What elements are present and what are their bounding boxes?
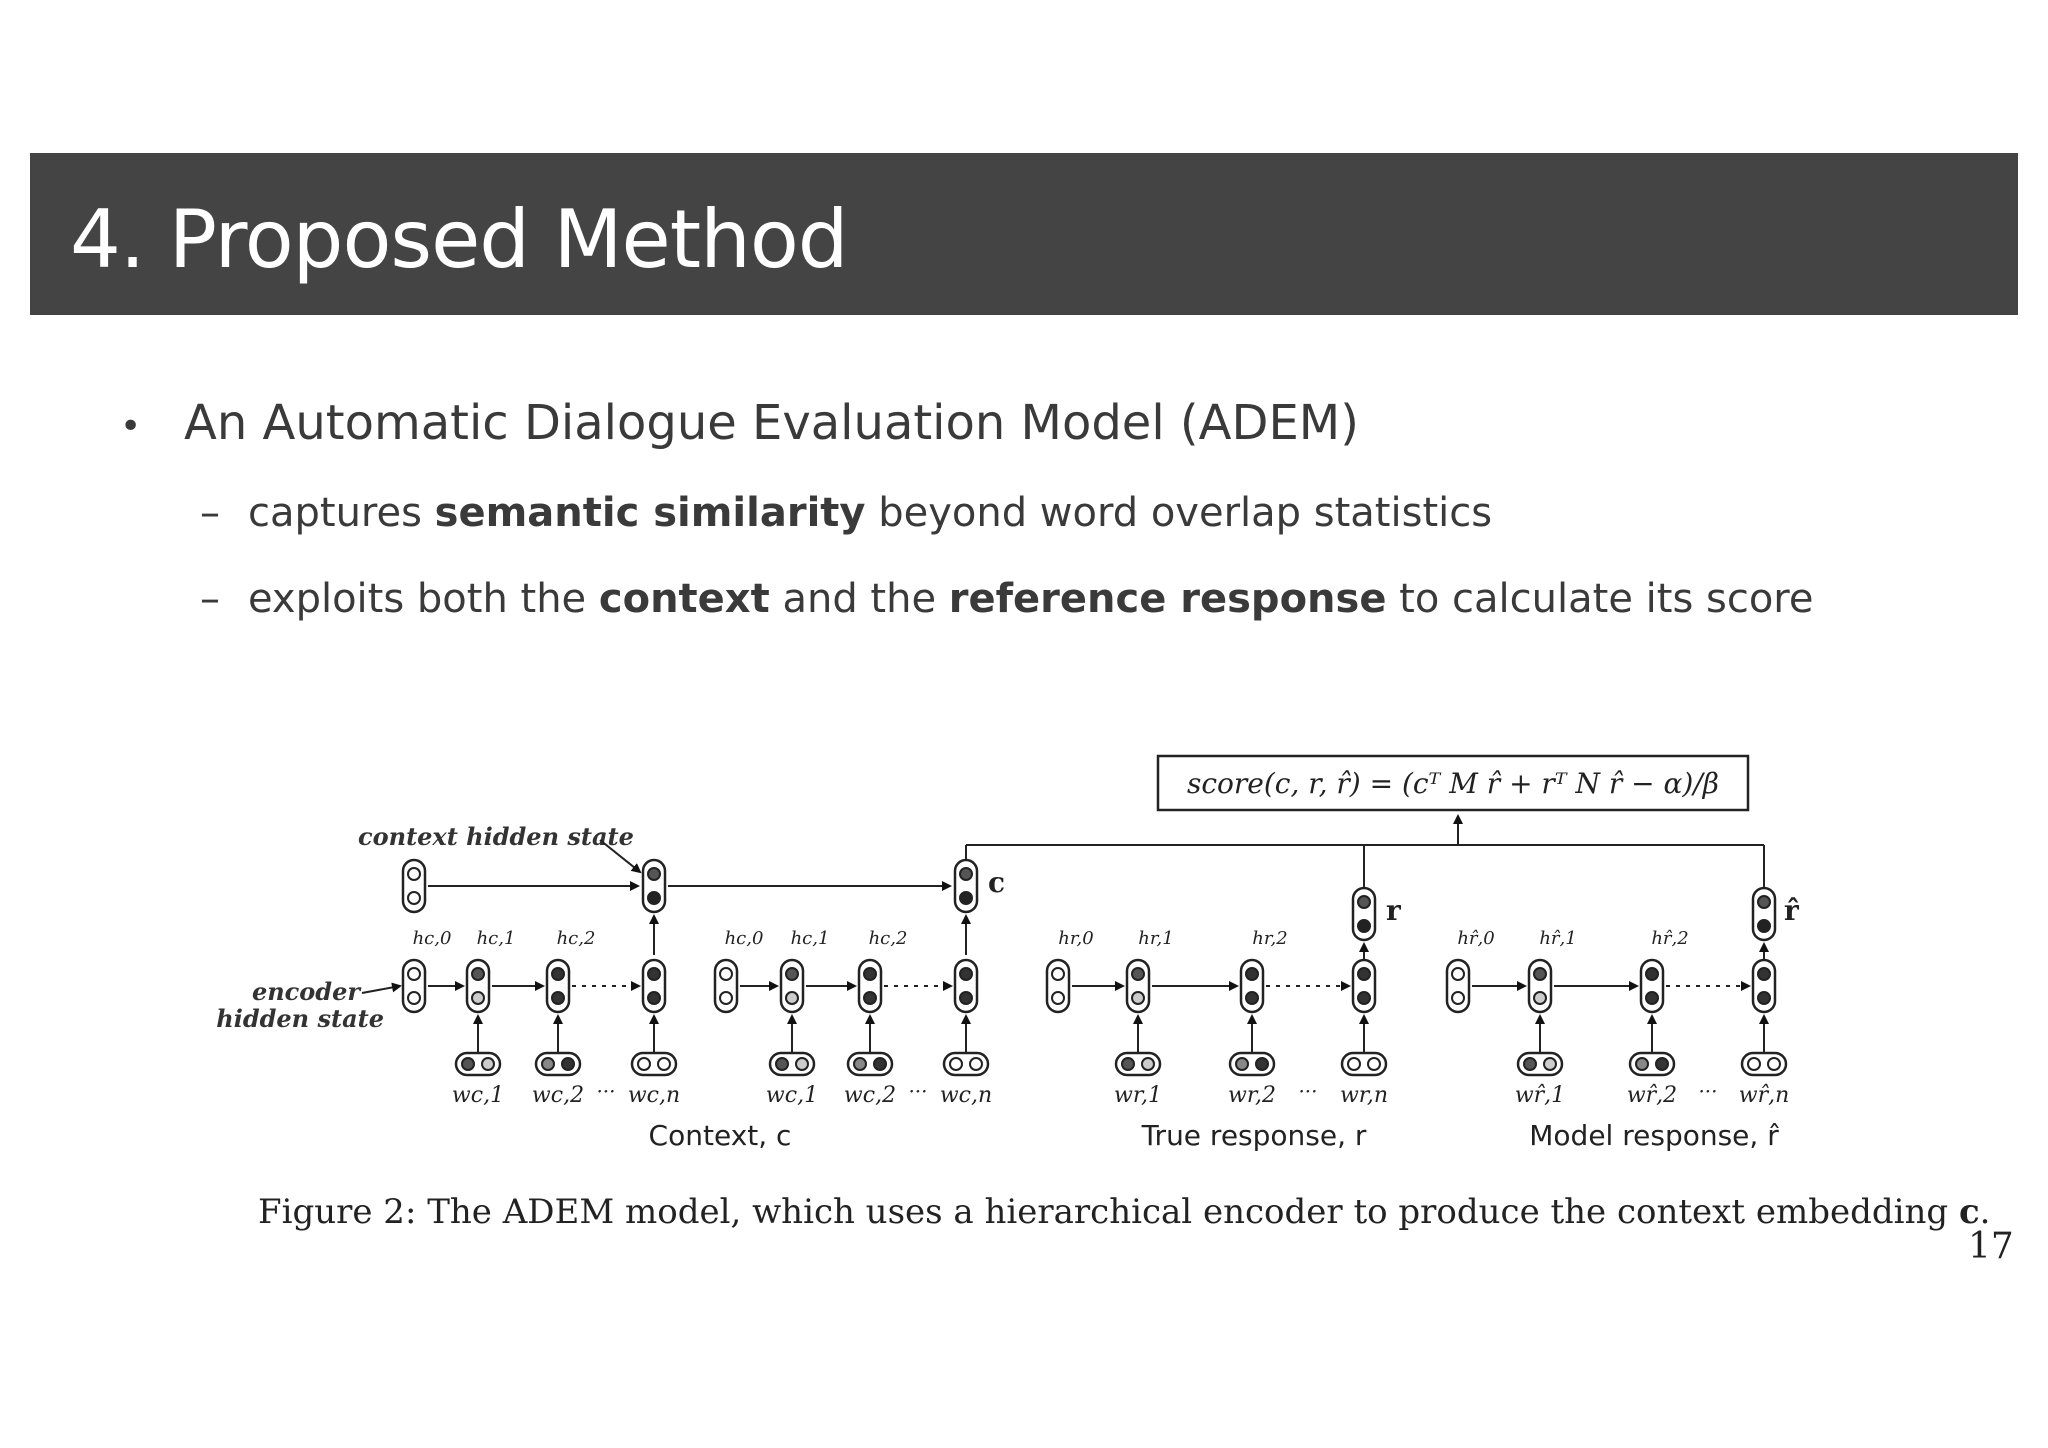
context-encoder-1-hidden-cell-2-top-unit xyxy=(552,968,564,980)
caption-end: . xyxy=(1979,1192,1991,1232)
context-encoder-2-word-vector-3-unit-2 xyxy=(970,1058,982,1070)
sub1-pre: captures xyxy=(248,490,435,536)
model-response-encoder-word-vector-3-unit-1 xyxy=(1748,1058,1760,1070)
dash: – xyxy=(200,490,220,536)
caption-pre: Figure 2: The xyxy=(258,1192,503,1232)
context-encoder-1-word-vector-1-unit-1 xyxy=(462,1058,474,1070)
context-encoder-2-hidden-cell-0-top-unit xyxy=(720,968,732,980)
bullet-dot: • xyxy=(120,405,142,447)
sub2-bold-reference: reference response xyxy=(948,576,1387,622)
context-encoder-2-word-vector-1-unit-2 xyxy=(796,1058,808,1070)
caption-mid: model, which uses a hierarchical encoder to produce the context embedding xyxy=(614,1192,1959,1232)
label-encoder: encoder xyxy=(251,977,360,1006)
model-response-encoder-h-label-2: hr̂,2 xyxy=(1651,928,1689,949)
context-encoder-1-word-vector-3-unit-2 xyxy=(658,1058,670,1070)
true-response-encoder-word-vector-2-unit-1 xyxy=(1236,1058,1248,1070)
context-encoder-1-word-vector-1-unit-2 xyxy=(482,1058,494,1070)
figure-caption xyxy=(258,1192,1990,1232)
sub2-bold-context: context xyxy=(598,576,770,622)
true-response-encoder-w-label-1: wr,1 xyxy=(1114,1083,1162,1108)
model-response-encoder-w-label-n: wr̂,n xyxy=(1738,1083,1790,1108)
model-response-encoder-h-label-0: hr̂,0 xyxy=(1457,928,1495,949)
context-encoder-1-hidden-cell-0-bottom-unit xyxy=(408,992,420,1004)
true-response-encoder-hidden-cell-0-bottom-unit xyxy=(1052,992,1064,1004)
context-encoder-1-hidden-cell-0-top-unit xyxy=(408,968,420,980)
context-encoder-2-hidden-cell-0-bottom-unit xyxy=(720,992,732,1004)
label-hidden-state: hidden state xyxy=(216,1004,384,1033)
group-label-context: Context, c xyxy=(648,1119,792,1152)
model-response-encoder-w-label-2: wr̂,2 xyxy=(1626,1083,1678,1108)
model-response-encoder-hidden-cell-0-bottom-unit xyxy=(1452,992,1464,1004)
model-response-encoder-hidden-cell-3-bottom-unit xyxy=(1758,992,1770,1004)
context-encoder-1-w-label-1: wc,1 xyxy=(451,1083,505,1108)
group-label-true-response: True response, r xyxy=(1141,1119,1367,1152)
context-encoder-2-w-label-n: wc,n xyxy=(939,1083,993,1108)
context-encoder-2-word-vector-2-unit-2 xyxy=(874,1058,886,1070)
caption-bold-c: c xyxy=(1958,1192,1980,1232)
context-encoder-2-word-vector-3-unit-1 xyxy=(950,1058,962,1070)
true-response-encoder-ellipsis: ··· xyxy=(1298,1079,1318,1103)
true-response-encoder-w-label-2: wr,2 xyxy=(1228,1083,1276,1108)
model-response-encoder-hidden-cell-2-bottom-unit xyxy=(1646,992,1658,1004)
model-response-encoder-hidden-cell-1-top-unit xyxy=(1534,968,1546,980)
context-encoder-2-hidden-cell-3-bottom-unit xyxy=(960,992,972,1004)
context-encoder-1-hidden-cell-1-bottom-unit xyxy=(472,992,484,1004)
context-encoder-1-word-vector-2-unit-2 xyxy=(562,1058,574,1070)
context-encoder-2-word-vector-1-unit-1 xyxy=(776,1058,788,1070)
context-encoder-2-h-label-1: hc,1 xyxy=(790,928,830,949)
context-encoder-1-h-label-1: hc,1 xyxy=(476,928,516,949)
vec-c-label: c xyxy=(988,866,1006,899)
context-encoder-1-h-label-0: hc,0 xyxy=(412,928,452,949)
true-response-encoder-h-label-2: hr,2 xyxy=(1252,928,1288,949)
context-encoder-1-w-label-2: wc,2 xyxy=(531,1083,585,1108)
model-response-encoder-word-vector-1-unit-1 xyxy=(1524,1058,1536,1070)
label-context-hidden-state: context hidden state xyxy=(358,822,634,851)
slide-title: 4. Proposed Method xyxy=(70,193,848,286)
vec-rhat-label: r̂ xyxy=(1784,894,1799,927)
model-response-encoder-word-vector-1-unit-2 xyxy=(1544,1058,1556,1070)
sub2-pre: exploits both the xyxy=(248,576,599,622)
true-response-encoder-w-label-n: wr,n xyxy=(1339,1083,1389,1108)
model-response-encoder-hidden-cell-3-top-unit xyxy=(1758,968,1770,980)
model-response-encoder-hidden-cell-2-top-unit xyxy=(1646,968,1658,980)
context-encoder-2-w-label-1: wc,1 xyxy=(765,1083,819,1108)
context-encoder-2-ellipsis: ··· xyxy=(908,1079,928,1103)
true-response-encoder-hidden-cell-2-bottom-unit xyxy=(1246,992,1258,1004)
model-response-encoder-hidden-cell-0-top-unit xyxy=(1452,968,1464,980)
true-response-encoder-word-vector-2-unit-2 xyxy=(1256,1058,1268,1070)
context-encoder-2-w-label-2: wc,2 xyxy=(843,1083,897,1108)
context-encoder-1-ellipsis: ··· xyxy=(596,1079,616,1103)
page-number: 17 xyxy=(1968,1226,2014,1267)
true-response-encoder-hidden-cell-2-top-unit xyxy=(1246,968,1258,980)
caption-adem: ADEM xyxy=(502,1192,615,1232)
model-response-encoder-word-vector-3-unit-2 xyxy=(1768,1058,1780,1070)
context-encoder-2-h-label-0: hc,0 xyxy=(724,928,764,949)
sub2-post: to calculate its score xyxy=(1386,576,1814,622)
true-response-encoder-hidden-cell-0-top-unit xyxy=(1052,968,1064,980)
context-encoder-2-word-vector-2-unit-1 xyxy=(854,1058,866,1070)
context-encoder-1-hidden-cell-3-bottom-unit xyxy=(648,992,660,1004)
context-encoder-1-w-label-n: wc,n xyxy=(627,1083,681,1108)
model-response-encoder-word-vector-2-unit-2 xyxy=(1656,1058,1668,1070)
vec-r-label: r xyxy=(1386,894,1401,927)
true-response-encoder-hidden-cell-3-top-unit xyxy=(1358,968,1370,980)
model-response-encoder-w-label-1: wr̂,1 xyxy=(1514,1083,1566,1108)
context-encoder-2-hidden-cell-1-bottom-unit xyxy=(786,992,798,1004)
true-response-encoder-word-vector-1-unit-1 xyxy=(1122,1058,1134,1070)
group-label-model-response: Model response, r̂ xyxy=(1529,1119,1779,1152)
context-encoder-1-h-label-2: hc,2 xyxy=(556,928,596,949)
context-encoder-1-hidden-cell-1-top-unit xyxy=(472,968,484,980)
true-response-encoder-word-vector-1-unit-2 xyxy=(1142,1058,1154,1070)
sub1-bold: semantic similarity xyxy=(434,490,866,536)
dash: – xyxy=(200,576,220,622)
context-encoder-2-h-label-2: hc,2 xyxy=(868,928,908,949)
true-response-encoder-hidden-cell-1-top-unit xyxy=(1132,968,1144,980)
sub2-mid: and the xyxy=(769,576,949,622)
model-response-encoder-h-label-1: hr̂,1 xyxy=(1539,928,1577,949)
context-encoder-2-hidden-cell-2-bottom-unit xyxy=(864,992,876,1004)
context-encoder-1-word-vector-2-unit-1 xyxy=(542,1058,554,1070)
model-response-encoder-word-vector-2-unit-1 xyxy=(1636,1058,1648,1070)
context-encoder-2-hidden-cell-2-top-unit xyxy=(864,968,876,980)
true-response-encoder-hidden-cell-3-bottom-unit xyxy=(1358,992,1370,1004)
model-response-encoder-hidden-cell-1-bottom-unit xyxy=(1534,992,1546,1004)
context-encoder-2-hidden-cell-1-top-unit xyxy=(786,968,798,980)
encoder-groups xyxy=(403,928,1789,1108)
true-response-encoder-word-vector-3-unit-1 xyxy=(1348,1058,1360,1070)
main-bullet-text: An Automatic Dialogue Evaluation Model (ADEM) xyxy=(184,395,1359,451)
true-response-encoder-h-label-1: hr,1 xyxy=(1138,928,1174,949)
model-response-encoder-ellipsis: ··· xyxy=(1698,1079,1718,1103)
context-encoder-1-hidden-cell-3-top-unit xyxy=(648,968,660,980)
true-response-encoder-word-vector-3-unit-2 xyxy=(1368,1058,1380,1070)
true-response-encoder-hidden-cell-1-bottom-unit xyxy=(1132,992,1144,1004)
true-response-encoder-h-label-0: hr,0 xyxy=(1058,928,1094,949)
formula-text: score(c, r, r̂) = (cᵀ M r̂ + rᵀ N r̂ − α)/β xyxy=(1187,767,1719,800)
context-encoder-2-hidden-cell-3-top-unit xyxy=(960,968,972,980)
context-encoder-1-hidden-cell-2-bottom-unit xyxy=(552,992,564,1004)
context-encoder-1-word-vector-3-unit-1 xyxy=(638,1058,650,1070)
sub1-post: beyond word overlap statistics xyxy=(865,490,1493,536)
